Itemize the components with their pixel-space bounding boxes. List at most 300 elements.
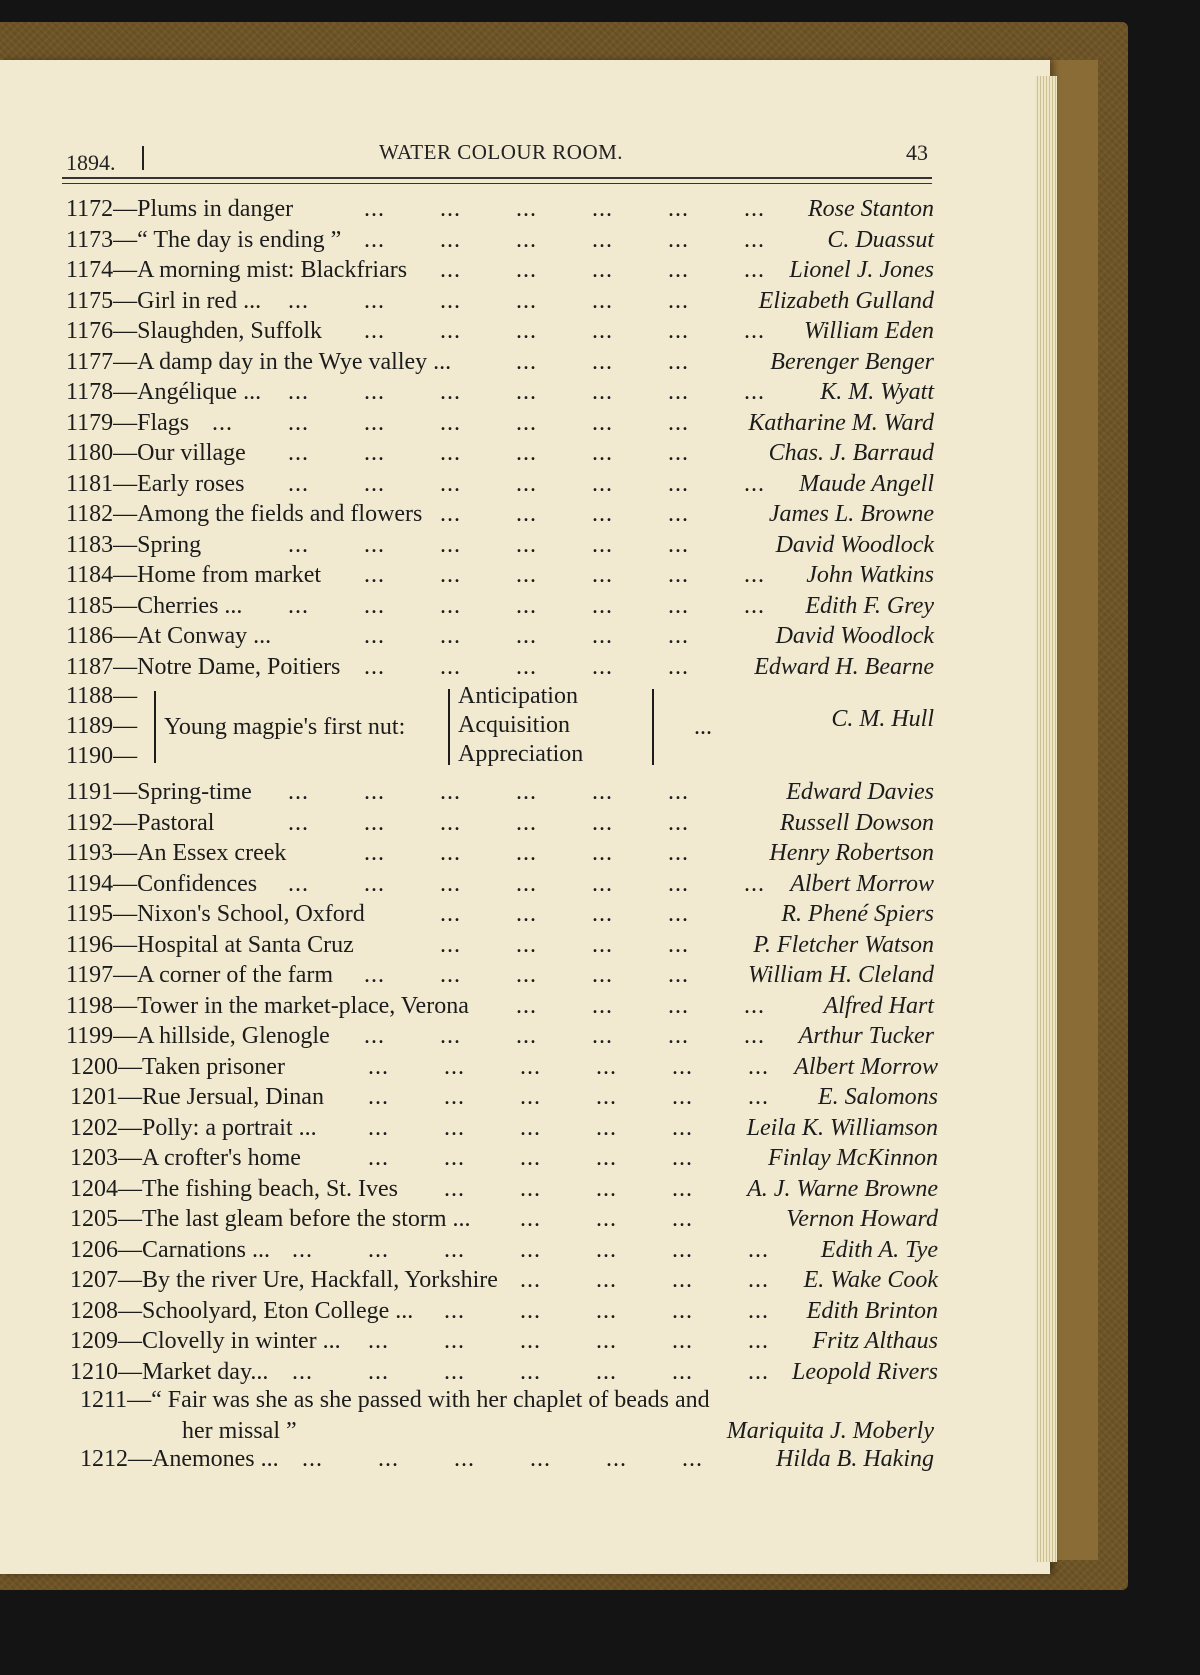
leader-dots: ...: [592, 562, 613, 588]
leader-dots: ...: [516, 440, 537, 466]
leader-dots: ...: [368, 1358, 389, 1385]
entry-number-title: [66, 993, 469, 1020]
entry-title: A morning mist: Blackfriars: [137, 257, 408, 283]
leader-dots: ...: [368, 1053, 389, 1080]
leader-dots: ...: [748, 1053, 769, 1080]
entry-dash: —: [113, 653, 138, 680]
entry-number: 1174: [66, 257, 114, 283]
leader-dots: ...: [378, 1446, 399, 1472]
entry-number-title: [66, 623, 271, 650]
entry-number-title: [66, 779, 252, 806]
catalogue-entry: [70, 1267, 938, 1297]
leader-dots: ...: [440, 287, 461, 314]
catalogue-entry: [66, 379, 934, 409]
leader-dots: ...: [672, 1114, 693, 1141]
leader-dots: ...: [288, 592, 309, 619]
group-part: Acquisition: [458, 712, 570, 738]
leader-dots: ...: [744, 1023, 765, 1049]
leader-dots: ...: [668, 470, 689, 497]
entry-number: 1183: [66, 531, 114, 558]
entry-artist: P. Fletcher Watson: [753, 931, 934, 958]
entry-dash: —: [113, 962, 138, 988]
entry-artist: William Eden: [804, 318, 934, 344]
entry-title: By the river Ure, Hackfall, Yorkshire: [142, 1267, 498, 1293]
entry-artist: Hilda B. Haking: [776, 1446, 934, 1472]
leader-dots: ...: [672, 1328, 693, 1354]
leader-dots: ...: [596, 1297, 617, 1324]
entry-dash: —: [113, 348, 138, 375]
entry-number: 1200: [70, 1053, 118, 1080]
entry-number-title: [66, 532, 201, 559]
catalogue-entry: [66, 593, 934, 623]
leader-dots: ...: [744, 257, 765, 283]
entry-number-title: [70, 1084, 324, 1111]
leader-dots: ...: [668, 348, 689, 375]
entry-dash: —: [118, 1206, 142, 1232]
entry-title: Early roses: [137, 470, 245, 497]
leader-dots: ...: [596, 1053, 617, 1080]
entry-title: The fishing beach, St. Ives: [142, 1175, 398, 1202]
entry-dash: —: [113, 870, 138, 897]
entry-number: 1206: [70, 1236, 118, 1263]
entry-title: Among the fields and flowers: [137, 501, 423, 527]
catalogue-entry: [66, 1023, 934, 1053]
leader-dots: ...: [440, 623, 461, 649]
leader-dots: ...: [364, 226, 385, 253]
entry-number-title: [66, 654, 340, 681]
entry-number-title: [66, 962, 333, 989]
leader-dots: ...: [668, 257, 689, 283]
entry-artist: Rose Stanton: [808, 196, 934, 222]
entry-number-title: [70, 1328, 341, 1355]
leader-dots: ...: [672, 1236, 693, 1263]
leader-dots: ...: [516, 901, 537, 927]
leader-dots: ...: [520, 1236, 541, 1263]
leader-dots: ...: [744, 870, 765, 897]
leader-dots: ...: [520, 1358, 541, 1385]
page-number: 43: [906, 140, 928, 165]
leader-dots: ...: [596, 1084, 617, 1110]
entry-number: 1178: [66, 379, 114, 405]
leader-dots: ...: [606, 1446, 627, 1472]
leader-dots: ...: [668, 870, 689, 897]
entry-title: Pastoral: [137, 809, 215, 836]
leader-dots: ...: [364, 623, 385, 649]
entry-number-title: [66, 871, 257, 898]
leader-dots: ...: [440, 931, 461, 958]
entry-number-title: [66, 471, 244, 498]
entry-dash: —: [113, 779, 138, 805]
leader-dots: ...: [288, 870, 309, 897]
entry-title: Home from market: [137, 562, 322, 588]
entry-title: Confidences: [137, 870, 258, 897]
entry-dash: —: [113, 562, 138, 588]
leader-dots: ...: [444, 1145, 465, 1171]
leader-dots: ...: [440, 409, 461, 436]
entry-title: Notre Dame, Poitiers: [137, 653, 341, 680]
leader-dots: ...: [368, 1084, 389, 1110]
leader-dots: ...: [440, 901, 461, 927]
catalogue-entry: [66, 196, 934, 226]
entry-number-title: [66, 318, 322, 345]
entry-number-title: [66, 840, 286, 867]
catalogue-entry: [70, 1298, 938, 1328]
catalogue-entry: [70, 1359, 938, 1389]
entry-dash: —: [113, 592, 138, 619]
entry-title: A corner of the farm: [137, 962, 334, 988]
group-artist: C. M. Hull: [831, 706, 934, 732]
entry-dash: —: [113, 257, 138, 283]
leader-dots: ...: [520, 1328, 541, 1354]
entry-number-title: [66, 501, 422, 528]
leader-dots: ...: [748, 1267, 769, 1293]
entry-artist: David Woodlock: [775, 531, 934, 558]
leader-dots: ...: [744, 470, 765, 497]
entry-number: 1184: [66, 562, 114, 588]
leader-dots: ...: [368, 1145, 389, 1171]
entry-number: 1187: [66, 653, 114, 680]
catalogue-entry: [66, 623, 934, 653]
entry-dash: —: [118, 1358, 142, 1385]
leader-dots: ...: [668, 318, 689, 344]
leader-dots: ...: [744, 226, 765, 253]
leader-dots: ...: [596, 1145, 617, 1171]
entry-dash: —: [118, 1175, 142, 1202]
entry-number-title: [70, 1206, 471, 1233]
leader-dots: ...: [668, 840, 689, 866]
leader-dots: ...: [364, 592, 385, 619]
catalogue-entry: [66, 840, 934, 870]
entry-artist: Elizabeth Gulland: [758, 287, 934, 314]
entry-artist: Edith Brinton: [806, 1297, 938, 1324]
entry-artist: Katharine M. Ward: [748, 409, 934, 436]
leader-dots: ...: [364, 379, 385, 405]
leader-dots: ...: [592, 653, 613, 680]
entry-artist: Henry Robertson: [769, 840, 934, 866]
leader-dots: ...: [520, 1297, 541, 1324]
leader-dots: ...: [516, 653, 537, 680]
leader-dots: ...: [668, 562, 689, 588]
leader-dots: ...: [592, 962, 613, 988]
leader-dots: ...: [592, 870, 613, 897]
leader-dots: ...: [520, 1267, 541, 1293]
entry-artist: James L. Browne: [768, 501, 934, 527]
entry-number-title: [70, 1115, 317, 1142]
entry-number-title: [66, 410, 189, 437]
entry-dash: —: [113, 379, 138, 405]
entry-dash: —: [113, 501, 138, 527]
leader-dots: ...: [748, 1084, 769, 1110]
leader-dots: ...: [668, 592, 689, 619]
leader-dots: ...: [748, 1297, 769, 1324]
entry-title: A hillside, Glenogle: [137, 1023, 330, 1049]
entry-number: 1208: [70, 1297, 118, 1324]
leader-dots: ...: [668, 196, 689, 222]
leader-dots: ...: [440, 592, 461, 619]
leader-dots: ...: [592, 318, 613, 344]
leader-dots: ...: [288, 470, 309, 497]
entry-dash: —: [118, 1236, 142, 1263]
leader-dots: ...: [440, 962, 461, 988]
entry-title: A crofter's home: [142, 1145, 301, 1171]
leader-dots: ...: [444, 1328, 465, 1354]
parts-brace-close: [646, 689, 654, 765]
leader-dots: ...: [364, 779, 385, 805]
leader-dots: ...: [592, 992, 613, 1019]
leader-dots: ...: [592, 348, 613, 375]
entry-number: 1192: [66, 809, 114, 836]
entry-number: 1202: [70, 1114, 118, 1141]
leader-dots: ...: [668, 440, 689, 466]
group-number: 1188—: [66, 683, 138, 709]
leader-dots: ...: [444, 1175, 465, 1202]
entry-artist: Lionel J. Jones: [789, 257, 934, 283]
entry-number: 1203: [70, 1145, 118, 1171]
leader-dots: ...: [516, 409, 537, 436]
catalogue-entry: [66, 901, 934, 931]
catalogue-entry: [66, 501, 934, 531]
leader-dots: ...: [440, 840, 461, 866]
entry-artist: Alfred Hart: [823, 992, 934, 1019]
entry-dash: —: [113, 901, 138, 927]
leader-dots: ...: [694, 714, 712, 740]
entry-number: 1207: [70, 1267, 118, 1293]
leader-dots: ...: [744, 562, 765, 588]
leader-dots: ...: [288, 287, 309, 314]
entry-number: 1191: [66, 779, 114, 805]
entry-artist: David Woodlock: [775, 623, 934, 649]
entry-dash: —: [118, 1297, 142, 1324]
catalogue-entry: [66, 993, 934, 1023]
catalogue-entry: [66, 318, 934, 348]
entry-number-title: [70, 1267, 498, 1294]
catalogue-entry: [66, 440, 934, 470]
leader-dots: ...: [364, 1023, 385, 1049]
entry-number-title: [66, 288, 261, 315]
leader-dots: ...: [288, 379, 309, 405]
leader-dots: ...: [364, 653, 385, 680]
leader-dots: ...: [668, 1023, 689, 1049]
leader-dots: ...: [516, 592, 537, 619]
entry-number: 1196: [66, 931, 114, 958]
entry-number: 1172: [66, 196, 114, 222]
entry-title: Taken prisoner: [142, 1053, 285, 1080]
entry-dash: —: [113, 1023, 138, 1049]
leader-dots: ...: [440, 470, 461, 497]
leader-dots: ...: [592, 440, 613, 466]
entry-number: 1180: [66, 440, 114, 466]
catalogue-entry: [80, 1446, 934, 1476]
leader-dots: ...: [530, 1446, 551, 1472]
entry-number: 1198: [66, 992, 114, 1019]
entry-number-title: [70, 1145, 301, 1172]
leader-dots: ...: [596, 1206, 617, 1232]
leader-dots: ...: [672, 1145, 693, 1171]
catalogue-entry: [70, 1237, 938, 1267]
entry-dash: —: [113, 287, 138, 314]
leader-dots: ...: [440, 531, 461, 558]
leader-dots: ...: [748, 1358, 769, 1385]
entry-artist: Edward H. Bearne: [754, 653, 934, 680]
entry-artist: Leopold Rivers: [792, 1358, 938, 1385]
entry-dash: —: [118, 1084, 142, 1110]
leader-dots: ...: [592, 287, 613, 314]
entry-number: 1210: [70, 1358, 118, 1385]
entry-dash: —: [113, 931, 138, 958]
entry-dash: —: [113, 992, 138, 1019]
leader-dots: ...: [516, 318, 537, 344]
leader-dots: ...: [364, 562, 385, 588]
leader-dots: ...: [668, 226, 689, 253]
entry-number-title: [66, 562, 321, 589]
catalogue-entry: [70, 1054, 938, 1084]
entry-number-title: [66, 196, 293, 223]
entry-number-title: [66, 1023, 330, 1050]
group-title: Young magpie's first nut:: [164, 714, 406, 740]
leader-dots: ...: [744, 992, 765, 1019]
leader-dots: ...: [516, 931, 537, 958]
leader-dots: ...: [364, 470, 385, 497]
leader-dots: ...: [440, 318, 461, 344]
grouped-entry: [66, 683, 934, 775]
entry-artist: Russell Dowson: [779, 809, 934, 836]
leader-dots: ...: [516, 870, 537, 897]
leader-dots: ...: [520, 1114, 541, 1141]
leader-dots: ...: [516, 1023, 537, 1049]
leader-dots: ...: [516, 962, 537, 988]
leader-dots: ...: [668, 531, 689, 558]
leader-dots: ...: [592, 196, 613, 222]
entry-title: Clovelly in winter ...: [142, 1328, 341, 1354]
entry-dash: —: [113, 226, 138, 253]
entry-number: 1179: [66, 409, 114, 436]
leader-dots: ...: [364, 287, 385, 314]
catalogue-entry: [66, 962, 934, 992]
entry-dash: —: [113, 470, 138, 497]
leader-dots: ...: [302, 1446, 323, 1472]
entry-artist: Albert Morrow: [794, 1053, 938, 1080]
leader-dots: ...: [520, 1053, 541, 1080]
leader-dots: ...: [444, 1084, 465, 1110]
entry-dash: —: [113, 531, 138, 558]
catalogue-entry: [70, 1145, 938, 1175]
entry-artist: Maude Angell: [799, 470, 934, 497]
entry-number-title: [70, 1298, 413, 1325]
entry-artist: C. Duassut: [827, 226, 934, 253]
leader-dots: ...: [516, 779, 537, 805]
entry-title: Rue Jersual, Dinan: [142, 1084, 324, 1110]
leader-dots: ...: [592, 379, 613, 405]
entry-title: Carnations ...: [142, 1236, 270, 1263]
leader-dots: ...: [444, 1358, 465, 1385]
entry-dash: —: [113, 623, 138, 649]
leader-dots: ...: [672, 1297, 693, 1324]
header-title: WATER COLOUR ROOM.: [378, 140, 624, 164]
leader-dots: ...: [668, 409, 689, 436]
leader-dots: ...: [364, 870, 385, 897]
group-number: 1190—: [66, 743, 138, 769]
entry-dash: —: [118, 1267, 142, 1293]
entry-number: 1176: [66, 318, 114, 344]
leader-dots: ...: [592, 257, 613, 283]
leader-dots: ...: [516, 531, 537, 558]
leader-dots: ...: [516, 623, 537, 649]
entry-number: 1185: [66, 592, 114, 619]
entry-artist: R. Phené Spiers: [781, 901, 934, 927]
leader-dots: ...: [744, 318, 765, 344]
leader-dots: ...: [444, 1297, 465, 1324]
entry-dash: —: [113, 196, 138, 222]
catalogue-entry: [66, 810, 934, 840]
entry-number-title: [66, 440, 246, 467]
leader-dots: ...: [444, 1236, 465, 1263]
leader-dots: ...: [368, 1236, 389, 1263]
entry-number: 1175: [66, 287, 114, 314]
leader-dots: ...: [516, 992, 537, 1019]
entry-dash: —: [113, 409, 138, 436]
leader-dots: ...: [292, 1358, 313, 1385]
leader-dots: ...: [668, 779, 689, 805]
entry-title: Schoolyard, Eton College ...: [142, 1297, 414, 1324]
leader-dots: ...: [668, 809, 689, 836]
entry-title: Angélique ...: [137, 379, 262, 405]
entry-number: 1195: [66, 901, 114, 927]
entry-title: Nixon's School, Oxford: [137, 901, 365, 927]
leader-dots: ...: [288, 809, 309, 836]
leader-dots: ...: [444, 1053, 465, 1080]
catalogue-entry: [66, 654, 934, 684]
leader-dots: ...: [440, 1023, 461, 1049]
leader-dots: ...: [288, 531, 309, 558]
catalogue-entry: [66, 227, 934, 257]
leader-dots: ...: [744, 592, 765, 619]
leader-dots: ...: [520, 1175, 541, 1202]
leader-dots: ...: [440, 440, 461, 466]
catalogue-entry: [66, 871, 934, 901]
leader-dots: ...: [516, 562, 537, 588]
leader-dots: ...: [516, 257, 537, 283]
entry-artist: William H. Cleland: [748, 962, 934, 988]
group-part: Anticipation: [458, 683, 578, 709]
entry-number: 1209: [70, 1328, 118, 1354]
entry-title: At Conway ...: [137, 623, 272, 649]
entry-number: 1199: [66, 1023, 114, 1049]
entry-number-title: [70, 1176, 398, 1203]
leader-dots: ...: [440, 379, 461, 405]
entry-number-title: [66, 349, 451, 376]
leader-dots: ...: [364, 962, 385, 988]
leader-dots: ...: [520, 1145, 541, 1171]
leader-dots: ...: [592, 779, 613, 805]
entry-number-title: [66, 932, 354, 959]
entry-title: Polly: a portrait ...: [142, 1114, 317, 1141]
catalogue-entry: [66, 932, 934, 962]
leader-dots: ...: [668, 931, 689, 958]
leader-dots: ...: [592, 409, 613, 436]
entry-number: 1204: [70, 1175, 118, 1202]
leader-dots: ...: [592, 623, 613, 649]
catalogue-entry: [66, 471, 934, 501]
leader-dots: ...: [668, 992, 689, 1019]
leader-dots: ...: [440, 779, 461, 805]
leader-dots: ...: [440, 257, 461, 283]
entry-title: Market day...: [142, 1358, 269, 1385]
entry-number-title: [70, 1054, 285, 1081]
catalogue-entry: [66, 562, 934, 592]
entry-dash: —: [118, 1114, 142, 1141]
entry-artist: Edith A. Tye: [820, 1236, 938, 1263]
entry-title: The last gleam before the storm ...: [142, 1206, 471, 1232]
